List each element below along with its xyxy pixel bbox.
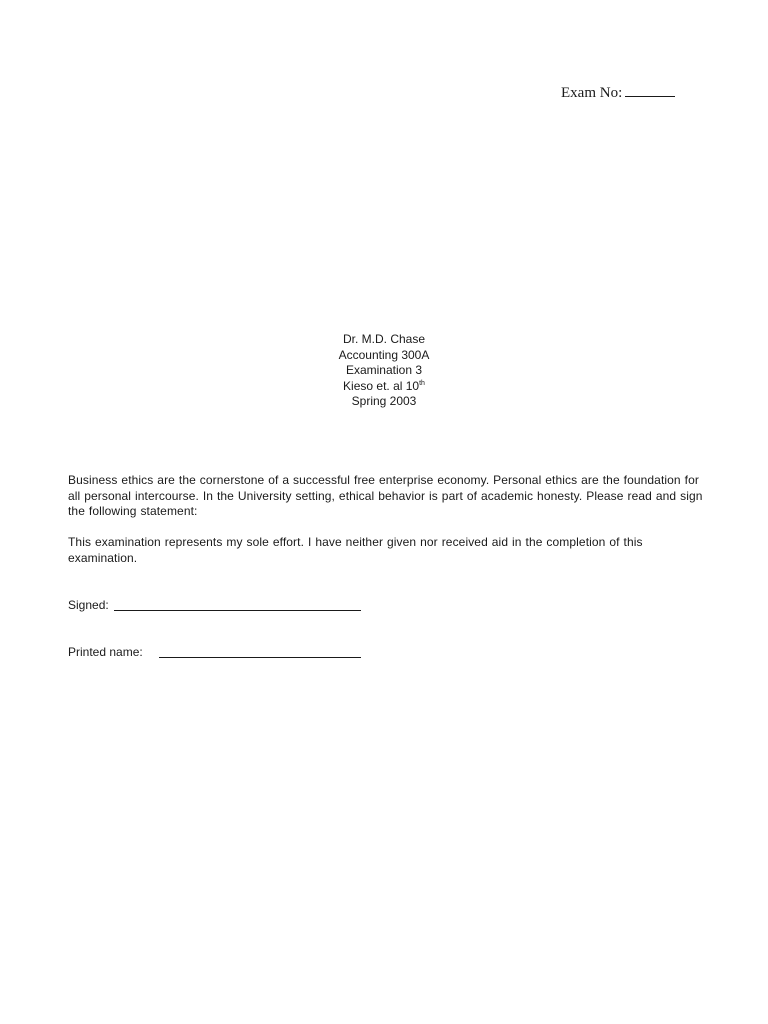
exam-title: Examination 3 [345,363,423,377]
title-block [0,332,768,410]
course-name: Accounting 300A [338,347,430,362]
signed-label: Signed: [68,598,109,612]
textbook-reference [0,379,768,395]
exam-number-field [561,82,675,102]
signature-line[interactable] [114,610,361,611]
exam-number-label: Exam No: [561,85,623,101]
honesty-statement: This examination represents my sole effort. I have neither given nor received aid in the completion of this examination. [68,535,643,565]
exam-number-blank[interactable] [625,82,675,97]
textbook-text: Kieso et. al 10 [343,378,420,393]
term: Spring 2003 [351,394,417,408]
instructor-name: Dr. M.D. Chase [342,332,426,346]
printed-name-line[interactable] [159,657,361,658]
textbook-edition-suffix: th [419,379,425,387]
printed-name-label: Printed name: [68,645,143,659]
ethics-paragraph: Business ethics are the cornerstone of a successful free enterprise economy. Personal ethics are the foundation for all personal intercourse. In the University setting, ethical behavior is part of academic honesty. Please read and sign the following statement: [68,473,703,518]
